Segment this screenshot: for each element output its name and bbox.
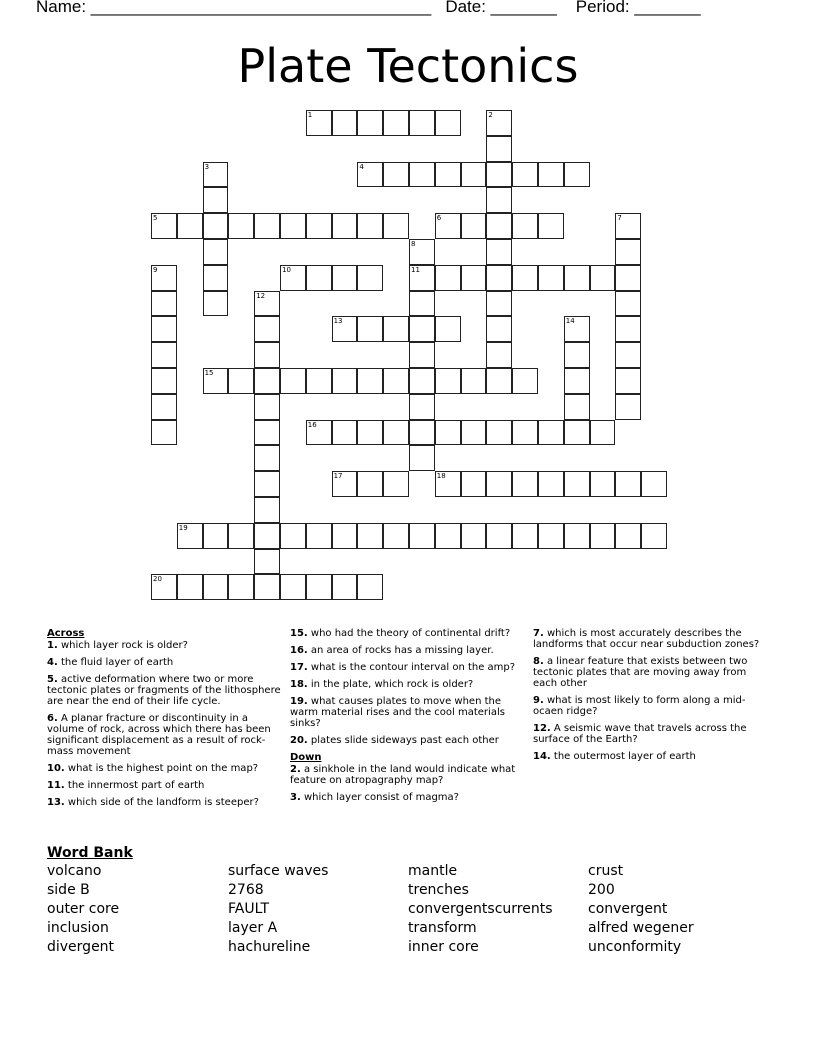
crossword-cell[interactable] [383, 110, 409, 136]
crossword-cell[interactable] [512, 265, 538, 291]
crossword-cell[interactable] [409, 162, 435, 188]
crossword-cell[interactable] [306, 574, 332, 600]
crossword-cell[interactable] [564, 523, 590, 549]
crossword-cell[interactable] [615, 523, 641, 549]
word-bank-item: FAULT [228, 901, 270, 917]
word-bank-item: alfred wegener [588, 920, 694, 936]
clue-number: 8 [411, 240, 416, 248]
crossword-cell[interactable] [615, 213, 641, 239]
clue-number: 12 [256, 291, 266, 300]
across-clue: 6. A planar fracture or discontinuity in a volume of rock, across which there has been significant displacement as a result of rock-mass movement [47, 713, 271, 757]
word-bank-item: volcano [47, 863, 102, 879]
crossword-cell[interactable] [435, 368, 461, 394]
crossword-cell[interactable] [254, 420, 280, 446]
crossword-cell[interactable] [564, 342, 590, 368]
crossword-cell[interactable] [564, 471, 590, 497]
crossword-cell[interactable] [280, 213, 306, 239]
crossword-cell[interactable] [203, 291, 229, 317]
crossword-cell[interactable] [383, 162, 409, 188]
word-bank-item: trenches [408, 882, 469, 898]
clue-number: 11 [411, 265, 420, 274]
crossword-cell[interactable] [564, 162, 590, 188]
crossword-cell[interactable] [435, 523, 461, 549]
crossword-cell[interactable] [357, 265, 383, 291]
clue-number: 2 [488, 111, 493, 119]
across-clue: 4. the fluid layer of earth [47, 657, 174, 668]
across-clue: 19. what causes plates to move when the warm material rises and the cool materials sinks? [290, 696, 505, 729]
crossword-cell[interactable] [461, 162, 487, 188]
crossword-cell[interactable] [280, 368, 306, 394]
crossword-cell[interactable] [254, 574, 280, 600]
clues-column-1 [47, 628, 285, 814]
crossword-cell[interactable] [486, 291, 512, 317]
crossword-cell[interactable] [409, 316, 435, 342]
crossword-cell[interactable] [486, 471, 512, 497]
crossword-cell[interactable] [512, 523, 538, 549]
clue-number: 15 [204, 369, 214, 377]
crossword-cell[interactable] [332, 471, 358, 497]
crossword-cell[interactable] [564, 394, 590, 420]
crossword-cell[interactable] [461, 523, 487, 549]
across-clue: 15. who had the theory of continental drift? [290, 628, 511, 639]
down-clue: 9. what is most likely to form along a mid-ocaen ridge? [533, 695, 746, 717]
crossword-cell[interactable] [151, 574, 177, 600]
crossword-cell[interactable] [486, 187, 512, 213]
crossword-cell[interactable] [203, 523, 229, 549]
crossword-cell[interactable] [151, 316, 177, 342]
crossword-cell[interactable] [486, 213, 512, 239]
crossword-cell[interactable] [435, 316, 461, 342]
crossword-cell[interactable] [203, 162, 229, 188]
clue-number: 19 [178, 523, 188, 532]
crossword-cell[interactable] [409, 394, 435, 420]
down-heading: Down [290, 752, 322, 763]
across-clue: 13. which side of the landform is steeper? [47, 797, 259, 808]
crossword-cell[interactable] [486, 265, 512, 291]
clue-number: 9 [153, 265, 158, 274]
crossword-cell[interactable] [151, 368, 177, 394]
crossword-cell[interactable] [357, 420, 383, 446]
clue-number: 7 [617, 214, 622, 223]
down-clue: 3. which layer consist of magma? [290, 792, 459, 803]
crossword-cell[interactable] [306, 213, 332, 239]
word-bank-item: side B [47, 882, 90, 898]
crossword-cell[interactable] [306, 110, 332, 136]
crossword-cell[interactable] [357, 574, 383, 600]
crossword-cell[interactable] [254, 316, 280, 342]
crossword-cell[interactable] [151, 394, 177, 420]
crossword-cell[interactable] [564, 420, 590, 446]
crossword-cell[interactable] [409, 523, 435, 549]
crossword-cell[interactable] [538, 471, 564, 497]
crossword-cell[interactable] [538, 523, 564, 549]
crossword-cell[interactable] [203, 368, 229, 394]
crossword-cell[interactable] [332, 523, 358, 549]
crossword-cell[interactable] [409, 239, 435, 265]
across-clue: 11. the innermost part of earth [47, 780, 205, 791]
crossword-cell[interactable] [254, 394, 280, 420]
crossword-cell[interactable] [332, 213, 358, 239]
crossword-cell[interactable] [564, 368, 590, 394]
crossword-cell[interactable] [151, 342, 177, 368]
down-clue: 14. the outermost layer of earth [533, 751, 696, 762]
crossword-cell[interactable] [486, 420, 512, 446]
crossword-cell[interactable] [151, 420, 177, 446]
crossword-cell[interactable] [435, 110, 461, 136]
crossword-cell[interactable] [177, 213, 203, 239]
across-clue: 1. which layer rock is older? [47, 640, 188, 651]
crossword-cell[interactable] [280, 265, 306, 291]
crossword-cell[interactable] [590, 265, 616, 291]
clue-number: 18 [436, 472, 446, 481]
across-clue: 20. plates slide sideways past each other [290, 735, 499, 746]
crossword-cell[interactable] [280, 523, 306, 549]
word-bank-item: 2768 [228, 882, 264, 898]
crossword-cell[interactable] [357, 368, 383, 394]
crossword-cell[interactable] [254, 471, 280, 497]
clue-number: 14 [565, 317, 575, 326]
across-clue: 18. in the plate, which rock is older? [290, 679, 474, 690]
crossword-cell[interactable] [254, 445, 280, 471]
crossword-cell[interactable] [254, 342, 280, 368]
clue-number: 20 [153, 575, 162, 584]
crossword-cell[interactable] [615, 471, 641, 497]
crossword-cell[interactable] [538, 162, 564, 188]
word-bank-item: unconformity [588, 939, 682, 955]
word-bank-item: inclusion [47, 920, 109, 936]
crossword-cell[interactable] [538, 213, 564, 239]
crossword-cell[interactable] [590, 471, 616, 497]
crossword-cell[interactable] [461, 471, 487, 497]
crossword-cell[interactable] [228, 523, 254, 549]
crossword-cell[interactable] [332, 316, 358, 342]
crossword-cell[interactable] [615, 316, 641, 342]
down-clue: 7. which is most accurately describes the landforms that occur near subduction zones? [533, 628, 760, 650]
word-bank-item: crust [588, 863, 624, 879]
word-bank-item: divergent [47, 939, 115, 955]
crossword-cell[interactable] [203, 239, 229, 265]
crossword-cell[interactable] [461, 213, 487, 239]
across-clue: 5. active deformation where two or more tectonic plates or fragments of the lithosphere are near the end of their life cycle. [47, 674, 281, 707]
crossword-cell[interactable] [177, 574, 203, 600]
crossword-cell[interactable] [409, 110, 435, 136]
clue-number: 10 [282, 265, 291, 274]
crossword-cell[interactable] [615, 394, 641, 420]
crossword-cell[interactable] [280, 574, 306, 600]
crossword-cell[interactable] [461, 265, 487, 291]
crossword-cell[interactable] [512, 368, 538, 394]
crossword-cell[interactable] [306, 368, 332, 394]
crossword-cell[interactable] [564, 265, 590, 291]
crossword-cell[interactable] [615, 239, 641, 265]
crossword-cell[interactable] [254, 549, 280, 575]
down-clue: 12. A seismic wave that travels across the surface of the Earth? [533, 723, 747, 745]
crossword-cell[interactable] [435, 420, 461, 446]
crossword-cell[interactable] [332, 368, 358, 394]
crossword-cell[interactable] [383, 368, 409, 394]
crossword-cell[interactable] [486, 110, 512, 136]
crossword-cell[interactable] [228, 574, 254, 600]
crossword-cell[interactable] [254, 213, 280, 239]
crossword-cell[interactable] [383, 316, 409, 342]
crossword-cell[interactable] [254, 523, 280, 549]
word-bank-item: inner core [408, 939, 479, 955]
crossword-cell[interactable] [615, 342, 641, 368]
crossword-cell[interactable] [409, 368, 435, 394]
page-title: Plate Tectonics [237, 39, 579, 93]
crossword-cell[interactable] [332, 420, 358, 446]
crossword-cell[interactable] [538, 265, 564, 291]
crossword-cell[interactable] [332, 574, 358, 600]
crossword-cell[interactable] [512, 213, 538, 239]
crossword-cell[interactable] [306, 265, 332, 291]
crossword-cell[interactable] [357, 110, 383, 136]
crossword-cell[interactable] [409, 265, 435, 291]
clue-number: 16 [307, 420, 317, 429]
crossword-cell[interactable] [590, 420, 616, 446]
crossword-cell[interactable] [461, 420, 487, 446]
down-clue: 2. a sinkhole in the land would indicate what feature on atropagraphy map? [290, 764, 516, 786]
crossword-cell[interactable] [306, 523, 332, 549]
crossword-cell[interactable] [435, 162, 461, 188]
clue-number: 1 [307, 111, 313, 119]
crossword-cell[interactable] [357, 523, 383, 549]
word-bank-item: convergent [588, 901, 668, 917]
crossword-cell[interactable] [615, 291, 641, 317]
crossword-cell[interactable] [203, 574, 229, 600]
crossword-cell[interactable] [512, 471, 538, 497]
clue-number: 3 [204, 162, 210, 171]
crossword-cell[interactable] [357, 471, 383, 497]
crossword-cell[interactable] [383, 213, 409, 239]
crossword-cell[interactable] [383, 420, 409, 446]
clue-number: 13 [333, 317, 343, 326]
crossword-cell[interactable] [486, 136, 512, 162]
crossword-cell[interactable] [254, 291, 280, 317]
crossword-cell[interactable] [615, 368, 641, 394]
crossword-cell[interactable] [177, 523, 203, 549]
word-bank-item: transform [408, 920, 477, 936]
crossword-cell[interactable] [461, 368, 487, 394]
crossword-cell[interactable] [203, 213, 229, 239]
clue-number: 17 [333, 472, 343, 481]
crossword-cell[interactable] [383, 523, 409, 549]
clues-column-3 [533, 628, 771, 768]
crossword-cell[interactable] [564, 316, 590, 342]
crossword-cell[interactable] [332, 110, 358, 136]
crossword-cell[interactable] [590, 523, 616, 549]
crossword-cell[interactable] [641, 471, 667, 497]
name-date-period-line: Name: ____________________________________ Date: _______ Period: _______ [36, 0, 701, 16]
word-bank-item: layer A [228, 920, 278, 936]
crossword-cell[interactable] [615, 265, 641, 291]
across-clue: 16. an area of rocks has a missing layer. [290, 645, 494, 656]
crossword-cell[interactable] [409, 291, 435, 317]
clue-number: 4 [359, 162, 364, 171]
crossword-cell[interactable] [435, 265, 461, 291]
crossword-cell[interactable] [357, 316, 383, 342]
word-bank-item: outer core [47, 901, 120, 917]
word-bank-item: mantle [408, 863, 458, 879]
crossword-cell[interactable] [254, 497, 280, 523]
crossword-cell[interactable] [383, 471, 409, 497]
down-clue: 8. a linear feature that exists between two tectonic plates that are moving away from each other [533, 656, 748, 689]
crossword-cell[interactable] [486, 316, 512, 342]
crossword-cell[interactable] [332, 265, 358, 291]
crossword-cell[interactable] [435, 471, 461, 497]
word-bank-item: surface waves [228, 863, 329, 879]
crossword-cell[interactable] [486, 523, 512, 549]
crossword-cell[interactable] [203, 187, 229, 213]
crossword-cell[interactable] [409, 445, 435, 471]
word-bank-item: hachureline [228, 939, 311, 955]
crossword-cell[interactable] [409, 420, 435, 446]
crossword-cell[interactable] [435, 213, 461, 239]
crossword-cell[interactable] [357, 162, 383, 188]
across-clue: 10. what is the highest point on the map? [47, 763, 259, 774]
crossword-cell[interactable] [486, 239, 512, 265]
clue-number: 5 [153, 214, 158, 223]
crossword-cell[interactable] [641, 523, 667, 549]
word-bank-title: Word Bank [47, 845, 133, 861]
crossword-cell[interactable] [254, 368, 280, 394]
crossword-cell[interactable] [486, 162, 512, 188]
crossword-cell[interactable] [151, 291, 177, 317]
crossword-cell[interactable] [357, 213, 383, 239]
crossword-cell[interactable] [306, 420, 332, 446]
crossword-cell[interactable] [151, 265, 177, 291]
crossword-cell[interactable] [228, 213, 254, 239]
crossword-cell[interactable] [512, 162, 538, 188]
crossword-cell[interactable] [512, 420, 538, 446]
crossword-cell[interactable] [486, 342, 512, 368]
across-clue: 17. what is the contour interval on the amp? [290, 662, 516, 673]
crossword-cell[interactable] [538, 420, 564, 446]
across-heading: Across [47, 628, 85, 639]
crossword-cell[interactable] [203, 265, 229, 291]
clue-number: 6 [436, 214, 442, 223]
word-bank-item: convergentscurrents [408, 901, 553, 917]
crossword-cell[interactable] [151, 213, 177, 239]
word-bank-item: 200 [588, 882, 615, 898]
crossword-cell[interactable] [409, 342, 435, 368]
clues-column-2 [290, 628, 528, 809]
crossword-cell[interactable] [228, 368, 254, 394]
crossword-cell[interactable] [486, 368, 512, 394]
